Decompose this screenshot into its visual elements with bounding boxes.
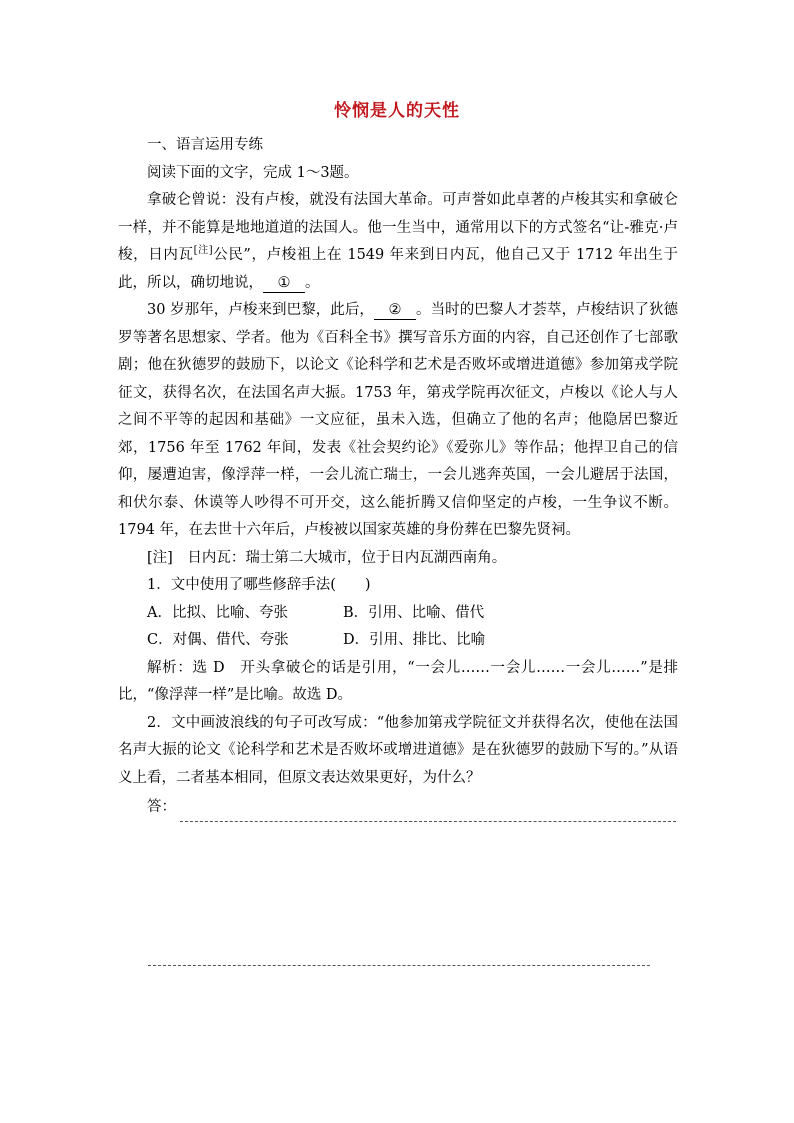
option-b: B．引用、比喻、借代 [343, 604, 485, 621]
passage-text: 。 [305, 274, 320, 291]
document-body [118, 132, 678, 822]
question-2-stem: 2．文中画波浪线的句子可改写成：“他参加第戎学院征文并获得名次，使他在法国名声大振的论文《论科学和艺术是否败坏或增进道德》是在狄德罗的鼓励下写的。”从语义上看，二者基本相同，但原文表达效果更好，为什么？ [118, 714, 678, 786]
passage-paragraph-2 [118, 297, 678, 545]
passage-text: 公民”，卢梭祖上在 1549 年来到日内瓦，他自己又于 1712 年出生于此，所以，确切地说， [118, 247, 678, 291]
answer-label: 答： [147, 799, 176, 815]
answer-line[interactable] [118, 794, 678, 822]
question-1-stem: 1．文中使用了哪些修辞手法( ) [147, 577, 371, 593]
blank-1: ① [263, 274, 305, 293]
section-heading: 一、语言运用专练 [147, 137, 263, 153]
page-title: 怜悯是人的天性 [334, 101, 460, 121]
question-1-options-row-2 [118, 627, 678, 655]
passage-text: 30 岁那年，卢梭来到巴黎，此后， [147, 302, 374, 318]
footnote: [注] 日内瓦：瑞士第二大城市，位于日内瓦湖西南角。 [147, 549, 507, 566]
question-1-options-row-1 [118, 600, 678, 628]
blank-2: ② [374, 301, 416, 320]
option-c: C．对偶、借代、夸张 [147, 632, 289, 648]
answer-dashed-line-1 [180, 807, 676, 822]
option-d: D．引用、排比、比喻 [343, 632, 486, 648]
passage-paragraph-1 [118, 187, 678, 297]
question-1-analysis: 解析：选 D 开头拿破仑的话是引用，“一会儿……一会儿……一会儿……”是排比，“像浮萍一样”是比喻。故选 D。 [118, 659, 678, 703]
passage-text: 拿破仑曾说：没有卢梭，就没有法国大革命。可声誉如此卓著的卢梭其实和拿破仑一样，并不能算是地地道道的法国人。他一生当中，通常用以下的方式签名“让-雅克·卢梭，日内瓦 [118, 192, 678, 263]
answer-dashed-line-2 [148, 965, 650, 966]
note-reference: [注] [193, 245, 213, 257]
passage-text: 。当时的巴黎人才荟萃，卢梭结识了狄德罗等著名思想家、学者。他为《百科全书》撰写音乐方面的内容，自己还创作了七部歌剧；他在狄德罗的鼓励下，以论文《论科学和艺术是否败坏或增进道德》参加第戎学院征文，获得名次，在法国名声大振。1753 年，第戎学院再次征文，卢梭以《论人与人之间不平等的起因和基础》一文应征，虽未入选，但确立了他的名声；他隐居巴黎近郊，1756 年至 1762 年间，发表《社会契约论》《爱弥儿》等作品；他捍卫自己的信仰，屡遭迫害，像浮萍一样，一会儿流亡瑞士，一会儿逃奔英国，一会儿避居于法国，和伏尔泰、休谟等人吵得不可开交，这么能折腾又信仰坚定的卢梭，一生争议不断。1794 年，在去世十六年后，卢梭被以国家英雄的身份葬在巴黎先贤祠。 [118, 302, 679, 538]
instruction-text: 阅读下面的文字，完成 1～3题。 [147, 164, 359, 181]
option-a: A．比拟、比喻、夸张 [147, 604, 288, 621]
